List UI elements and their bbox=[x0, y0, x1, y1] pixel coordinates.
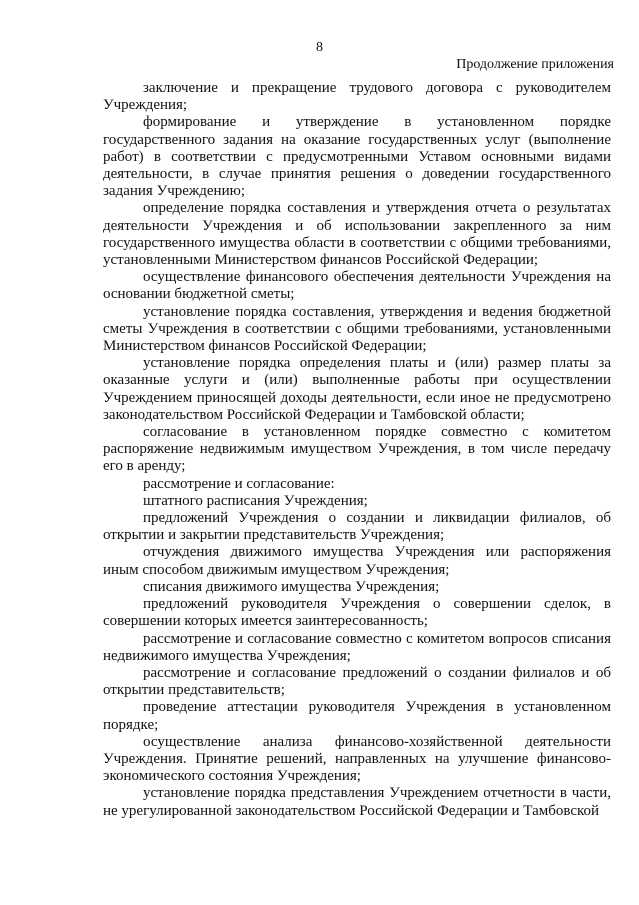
paragraph: определение порядка составления и утверждения отчета о результатах деятельности Учреждения и об использовании закрепленного за ним государственного имущества области в соответствии с общими требованиями, установленными Министерством финансов Российской Федерации; bbox=[103, 200, 611, 269]
paragraph: установление порядка определения платы и (или) размер платы за оказанные услуги и (или) выполненные работы при осуществлении Учреждением приносящей доходы деятельности, если иное не предусмотрено законодательством Российской Федерации и Тамбовской области; bbox=[103, 355, 611, 423]
paragraph: списания движимого имущества Учреждения; bbox=[143, 578, 440, 595]
paragraph: рассмотрение и согласование: bbox=[143, 475, 335, 492]
paragraph: согласование в установленном порядке совместно с комитетом распоряжение недвижимым имуществом Учреждения, в том числе передачу его в аренду; bbox=[103, 424, 611, 475]
continuation-note: Продолжение приложения bbox=[456, 57, 614, 72]
paragraph: формирование и утверждение в установленном порядке государственного задания на оказание государственных услуг (выполнение работ) в соответствии с предусмотренными Уставом основными видами деятельности, в случае принятия решения о доведении государственного задания Учреждению; bbox=[103, 114, 611, 200]
paragraph: заключение и прекращение трудового договора с руководителем Учреждения; bbox=[103, 80, 611, 114]
paragraph: отчуждения движимого имущества Учреждения или распоряжения иным способом движимым имуществом Учреждения; bbox=[103, 544, 611, 578]
paragraph: проведение аттестации руководителя Учреждения в установленном порядке; bbox=[103, 699, 611, 733]
page-number: 8 bbox=[316, 40, 323, 55]
paragraph: установление порядка составления, утверждения и ведения бюджетной сметы Учреждения в соответствии с общими требованиями, установленными Министерством финансов Российской Федерации; bbox=[103, 303, 611, 355]
paragraph: предложений Учреждения о создании и ликвидации филиалов, об открытии и закрытии представительств Учреждения; bbox=[103, 510, 611, 544]
paragraph: рассмотрение и согласование предложений о создании филиалов и об открытии представительств; bbox=[103, 664, 611, 699]
paragraph: предложений руководителя Учреждения о совершении сделок, в совершении которых имеется заинтересованность; bbox=[103, 596, 611, 630]
paragraph: штатного расписания Учреждения; bbox=[143, 492, 368, 509]
paragraph: осуществление анализа финансово-хозяйственной деятельности Учреждения. Принятие решений, направленных на улучшение финансово-экономического состояния Учреждения; bbox=[103, 733, 611, 785]
paragraph: осуществление финансового обеспечения деятельности Учреждения на основании бюджетной сметы; bbox=[103, 269, 611, 303]
document-body bbox=[103, 80, 611, 820]
paragraph: рассмотрение и согласование совместно с комитетом вопросов списания недвижимого имущества Учреждения; bbox=[103, 630, 611, 664]
paragraph: установление порядка представления Учреждением отчетности в части, не урегулированной законодательством Российской Федерации и Тамбовской bbox=[103, 785, 611, 819]
